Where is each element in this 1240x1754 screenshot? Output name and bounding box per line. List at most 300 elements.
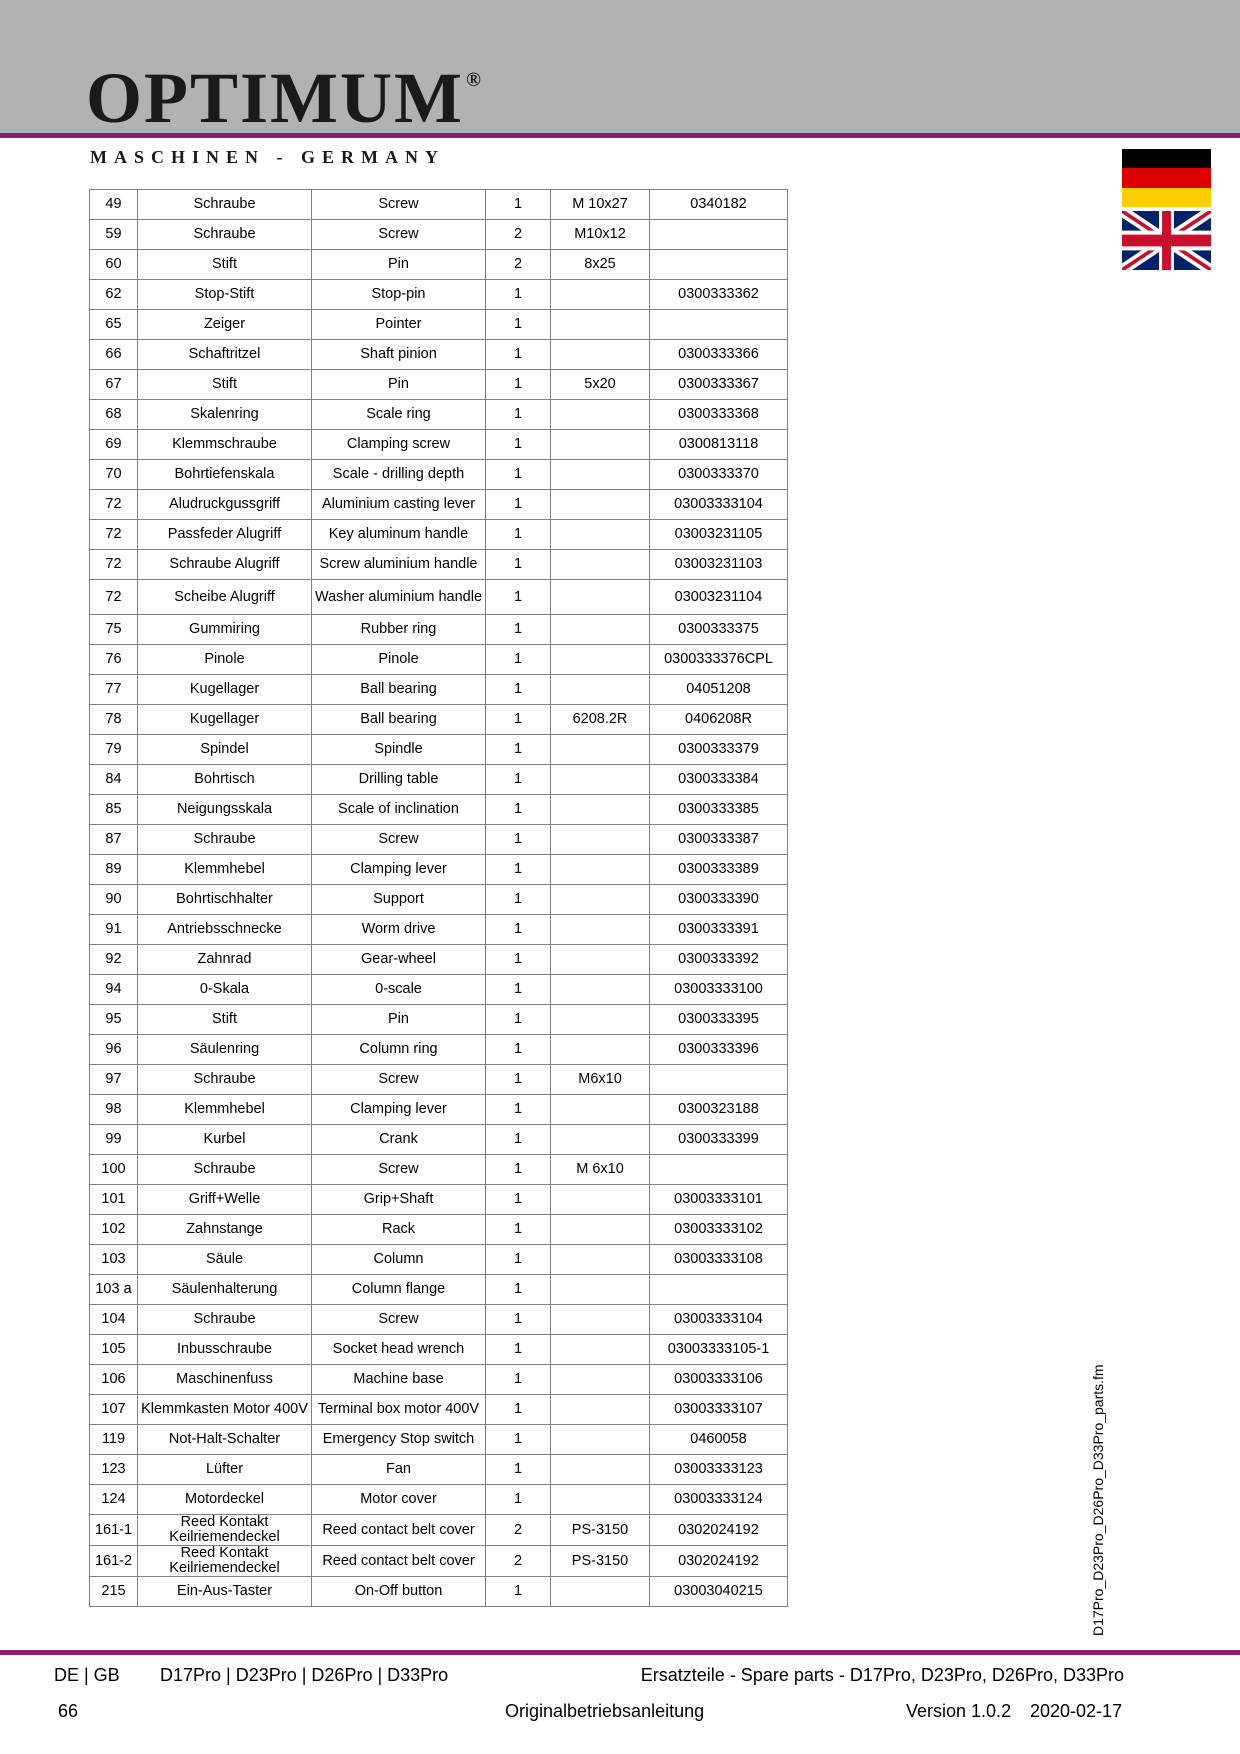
table-row	[90, 885, 788, 915]
source-filename: D17Pro_D23Pro_D26Pro_D33Pro_parts.fm	[1090, 1364, 1106, 1636]
part-quantity: 1	[486, 975, 551, 1005]
part-name-en: Scale of inclination	[312, 795, 486, 825]
part-position: 96	[90, 1035, 138, 1065]
part-position: 69	[90, 430, 138, 460]
part-quantity: 1	[486, 1395, 551, 1425]
table-row	[90, 190, 788, 220]
table-row	[90, 580, 788, 615]
part-quantity: 1	[486, 1125, 551, 1155]
part-quantity: 1	[486, 1155, 551, 1185]
table-row	[90, 490, 788, 520]
part-name-de: Kugellager	[138, 705, 312, 735]
part-name-de: Ein-Aus-Taster	[138, 1577, 312, 1607]
part-name-en: Clamping screw	[312, 430, 486, 460]
table-row	[90, 550, 788, 580]
part-position: 66	[90, 340, 138, 370]
part-quantity: 2	[486, 220, 551, 250]
registered-mark: ®	[465, 69, 483, 91]
part-name-de: Schaftritzel	[138, 340, 312, 370]
table-row	[90, 945, 788, 975]
part-quantity: 2	[486, 1515, 551, 1546]
part-name-en: Scale - drilling depth	[312, 460, 486, 490]
part-position: 87	[90, 825, 138, 855]
part-quantity: 1	[486, 460, 551, 490]
part-size	[551, 855, 650, 885]
part-name-de: Maschinenfuss	[138, 1365, 312, 1395]
part-quantity: 1	[486, 675, 551, 705]
part-name-en: Spindle	[312, 735, 486, 765]
part-name-en: Screw	[312, 825, 486, 855]
part-quantity: 1	[486, 765, 551, 795]
table-row	[90, 915, 788, 945]
part-position: 106	[90, 1365, 138, 1395]
table-row	[90, 1455, 788, 1485]
part-size	[551, 310, 650, 340]
part-item-number: 0300333391	[650, 915, 788, 945]
part-item-number: 0406208R	[650, 705, 788, 735]
part-name-de: Reed Kontakt Keilriemendeckel	[138, 1515, 312, 1546]
part-position: 92	[90, 945, 138, 975]
part-position: 72	[90, 580, 138, 615]
part-name-en: Worm drive	[312, 915, 486, 945]
part-name-en: Support	[312, 885, 486, 915]
part-item-number: 0300333387	[650, 825, 788, 855]
part-size	[551, 550, 650, 580]
part-item-number: 03003333107	[650, 1395, 788, 1425]
part-name-de: Bohrtischhalter	[138, 885, 312, 915]
part-item-number: 04051208	[650, 675, 788, 705]
part-name-de: Schraube	[138, 825, 312, 855]
part-item-number: 0460058	[650, 1425, 788, 1455]
part-size: 6208.2R	[551, 705, 650, 735]
part-quantity: 1	[486, 1215, 551, 1245]
part-size: M 10x27	[551, 190, 650, 220]
part-name-de: Spindel	[138, 735, 312, 765]
table-row	[90, 645, 788, 675]
part-name-de: Griff+Welle	[138, 1185, 312, 1215]
part-item-number: 03003231104	[650, 580, 788, 615]
part-name-en: Screw	[312, 1305, 486, 1335]
part-size	[551, 520, 650, 550]
part-size	[551, 945, 650, 975]
part-name-en: Key aluminum handle	[312, 520, 486, 550]
part-name-de: 0-Skala	[138, 975, 312, 1005]
part-item-number: 0300333376CPL	[650, 645, 788, 675]
part-item-number	[650, 1275, 788, 1305]
part-position: 68	[90, 400, 138, 430]
part-size	[551, 580, 650, 615]
part-name-en: Pin	[312, 370, 486, 400]
part-name-en: Crank	[312, 1125, 486, 1155]
part-name-de: Klemmschraube	[138, 430, 312, 460]
part-position: 103	[90, 1245, 138, 1275]
part-item-number: 0300333367	[650, 370, 788, 400]
part-position: 70	[90, 460, 138, 490]
table-row	[90, 1546, 788, 1577]
part-name-de: Schraube	[138, 220, 312, 250]
part-name-en: Terminal box motor 400V	[312, 1395, 486, 1425]
part-name-de: Zeiger	[138, 310, 312, 340]
part-size	[551, 1335, 650, 1365]
part-size: M10x12	[551, 220, 650, 250]
part-name-de: Scheibe Alugriff	[138, 580, 312, 615]
part-item-number: 0300333390	[650, 885, 788, 915]
part-position: 94	[90, 975, 138, 1005]
part-size	[551, 645, 650, 675]
part-name-en: Rack	[312, 1215, 486, 1245]
part-name-en: Shaft pinion	[312, 340, 486, 370]
part-position: 104	[90, 1305, 138, 1335]
part-position: 107	[90, 1395, 138, 1425]
table-row	[90, 1577, 788, 1607]
table-row	[90, 340, 788, 370]
part-name-de: Zahnrad	[138, 945, 312, 975]
part-position: 100	[90, 1155, 138, 1185]
part-position: 85	[90, 795, 138, 825]
part-item-number: 0300333379	[650, 735, 788, 765]
part-name-de: Passfeder Alugriff	[138, 520, 312, 550]
part-name-de: Klemmhebel	[138, 855, 312, 885]
part-position: 103 a	[90, 1275, 138, 1305]
part-quantity: 1	[486, 400, 551, 430]
part-size: 8x25	[551, 250, 650, 280]
part-size	[551, 1005, 650, 1035]
part-size	[551, 1485, 650, 1515]
table-row	[90, 220, 788, 250]
part-item-number	[650, 250, 788, 280]
germany-flag-icon	[1122, 149, 1211, 207]
part-size	[551, 1275, 650, 1305]
part-position: 98	[90, 1095, 138, 1125]
table-row	[90, 735, 788, 765]
part-name-en: Grip+Shaft	[312, 1185, 486, 1215]
part-quantity: 1	[486, 580, 551, 615]
part-quantity: 1	[486, 1577, 551, 1607]
part-name-de: Säulenhalterung	[138, 1275, 312, 1305]
part-position: 67	[90, 370, 138, 400]
table-row	[90, 460, 788, 490]
part-item-number	[650, 1155, 788, 1185]
table-row	[90, 855, 788, 885]
part-name-de: Säule	[138, 1245, 312, 1275]
part-quantity: 1	[486, 855, 551, 885]
part-position: 101	[90, 1185, 138, 1215]
uk-flag-icon	[1122, 211, 1211, 270]
part-name-de: Schraube	[138, 1155, 312, 1185]
table-row	[90, 1275, 788, 1305]
part-size	[551, 1577, 650, 1607]
part-item-number: 0300333370	[650, 460, 788, 490]
part-position: 75	[90, 615, 138, 645]
part-name-de: Schraube	[138, 1065, 312, 1095]
part-size: 5x20	[551, 370, 650, 400]
part-name-en: Gear-wheel	[312, 945, 486, 975]
part-name-en: Pin	[312, 1005, 486, 1035]
part-item-number: 03003333100	[650, 975, 788, 1005]
table-row	[90, 1305, 788, 1335]
part-item-number: 0300333385	[650, 795, 788, 825]
table-row	[90, 765, 788, 795]
part-position: 90	[90, 885, 138, 915]
part-name-de: Bohrtisch	[138, 765, 312, 795]
table-row	[90, 400, 788, 430]
part-size	[551, 735, 650, 765]
part-quantity: 1	[486, 1485, 551, 1515]
part-item-number	[650, 1065, 788, 1095]
footer-languages: DE | GB	[54, 1665, 120, 1685]
part-quantity: 1	[486, 550, 551, 580]
part-item-number: 0300333389	[650, 855, 788, 885]
part-quantity: 1	[486, 340, 551, 370]
table-row	[90, 795, 788, 825]
brand-tagline: MASCHINEN - GERMANY	[90, 147, 445, 167]
part-name-de: Skalenring	[138, 400, 312, 430]
part-name-en: Scale ring	[312, 400, 486, 430]
part-name-de: Säulenring	[138, 1035, 312, 1065]
part-position: 102	[90, 1215, 138, 1245]
part-name-de: Stift	[138, 250, 312, 280]
part-quantity: 1	[486, 1005, 551, 1035]
part-name-en: Reed contact belt cover	[312, 1546, 486, 1577]
brand-name: OPTIMUM	[86, 58, 464, 138]
part-quantity: 1	[486, 645, 551, 675]
part-position: 79	[90, 735, 138, 765]
footer-section-title: Ersatzteile - Spare parts - D17Pro, D23Pro, D26Pro, D33Pro	[640, 1665, 1124, 1685]
table-row	[90, 1395, 788, 1425]
part-position: 72	[90, 550, 138, 580]
part-item-number: 03003333105-1	[650, 1335, 788, 1365]
part-quantity: 1	[486, 825, 551, 855]
part-size	[551, 825, 650, 855]
part-position: 123	[90, 1455, 138, 1485]
part-size: PS-3150	[551, 1515, 650, 1546]
part-name-en: Emergency Stop switch	[312, 1425, 486, 1455]
table-row	[90, 370, 788, 400]
part-name-de: Schraube	[138, 1305, 312, 1335]
part-name-en: Screw	[312, 190, 486, 220]
part-name-en: Screw	[312, 1065, 486, 1095]
part-item-number: 03003333124	[650, 1485, 788, 1515]
part-item-number: 0300813118	[650, 430, 788, 460]
part-size	[551, 1395, 650, 1425]
part-name-en: Screw aluminium handle	[312, 550, 486, 580]
part-position: 124	[90, 1485, 138, 1515]
part-name-en: Clamping lever	[312, 1095, 486, 1125]
part-name-en: Motor cover	[312, 1485, 486, 1515]
table-row	[90, 1515, 788, 1546]
part-quantity: 1	[486, 615, 551, 645]
part-quantity: 1	[486, 1335, 551, 1365]
part-name-en: Column flange	[312, 1275, 486, 1305]
part-position: 99	[90, 1125, 138, 1155]
part-item-number: 0300323188	[650, 1095, 788, 1125]
part-item-number	[650, 310, 788, 340]
part-position: 72	[90, 490, 138, 520]
part-size	[551, 400, 650, 430]
table-row	[90, 1005, 788, 1035]
table-row	[90, 1245, 788, 1275]
table-row	[90, 1035, 788, 1065]
table-row	[90, 1335, 788, 1365]
part-item-number: 0300333399	[650, 1125, 788, 1155]
part-quantity: 1	[486, 1455, 551, 1485]
part-quantity: 1	[486, 1305, 551, 1335]
part-name-en: Pointer	[312, 310, 486, 340]
part-item-number: 03003040215	[650, 1577, 788, 1607]
part-name-en: Pin	[312, 250, 486, 280]
footer-rule	[0, 1650, 1240, 1655]
part-size	[551, 1125, 650, 1155]
part-name-de: Schraube	[138, 190, 312, 220]
part-item-number: 03003231103	[650, 550, 788, 580]
table-row	[90, 520, 788, 550]
part-item-number: 03003333106	[650, 1365, 788, 1395]
part-quantity: 1	[486, 520, 551, 550]
part-name-en: Machine base	[312, 1365, 486, 1395]
part-name-de: Motordeckel	[138, 1485, 312, 1515]
part-quantity: 1	[486, 945, 551, 975]
part-name-de: Inbusschraube	[138, 1335, 312, 1365]
part-item-number: 0302024192	[650, 1515, 788, 1546]
part-name-de: Neigungsskala	[138, 795, 312, 825]
table-row	[90, 310, 788, 340]
part-name-de: Schraube Alugriff	[138, 550, 312, 580]
part-position: 161-2	[90, 1546, 138, 1577]
table-row	[90, 975, 788, 1005]
part-size: PS-3150	[551, 1546, 650, 1577]
part-position: 97	[90, 1065, 138, 1095]
page-number: 66	[58, 1701, 79, 1721]
part-size	[551, 615, 650, 645]
part-item-number	[650, 220, 788, 250]
part-position: 76	[90, 645, 138, 675]
part-quantity: 1	[486, 1365, 551, 1395]
part-position: 105	[90, 1335, 138, 1365]
part-quantity: 1	[486, 1035, 551, 1065]
table-row	[90, 1425, 788, 1455]
part-size	[551, 1305, 650, 1335]
part-size	[551, 1035, 650, 1065]
part-name-de: Klemmkasten Motor 400V	[138, 1395, 312, 1425]
part-size	[551, 675, 650, 705]
part-item-number: 03003333101	[650, 1185, 788, 1215]
part-size	[551, 340, 650, 370]
part-name-en: Reed contact belt cover	[312, 1515, 486, 1546]
part-quantity: 1	[486, 280, 551, 310]
footer-date: 2020-02-17	[1030, 1701, 1123, 1721]
part-size: M6x10	[551, 1065, 650, 1095]
part-item-number: 0300333368	[650, 400, 788, 430]
part-name-de: Gummiring	[138, 615, 312, 645]
table-row	[90, 250, 788, 280]
part-quantity: 1	[486, 915, 551, 945]
part-position: 49	[90, 190, 138, 220]
table-row	[90, 825, 788, 855]
part-size	[551, 1095, 650, 1125]
part-size	[551, 765, 650, 795]
part-name-de: Aludruckgussgriff	[138, 490, 312, 520]
part-name-de: Klemmhebel	[138, 1095, 312, 1125]
footer-version: Version 1.0.2	[906, 1701, 1012, 1721]
part-quantity: 1	[486, 885, 551, 915]
part-size	[551, 1215, 650, 1245]
part-quantity: 1	[486, 370, 551, 400]
part-quantity: 1	[486, 705, 551, 735]
table-row	[90, 1185, 788, 1215]
part-position: 215	[90, 1577, 138, 1607]
part-item-number: 03003333104	[650, 1305, 788, 1335]
part-quantity: 1	[486, 795, 551, 825]
part-item-number: 0302024192	[650, 1546, 788, 1577]
part-size	[551, 280, 650, 310]
part-name-de: Pinole	[138, 645, 312, 675]
part-position: 65	[90, 310, 138, 340]
table-row	[90, 705, 788, 735]
part-size	[551, 1245, 650, 1275]
part-name-en: 0-scale	[312, 975, 486, 1005]
part-size	[551, 460, 650, 490]
table-row	[90, 1095, 788, 1125]
part-name-de: Not-Halt-Schalter	[138, 1425, 312, 1455]
part-position: 91	[90, 915, 138, 945]
part-name-de: Stop-Stift	[138, 280, 312, 310]
part-size	[551, 975, 650, 1005]
table-row	[90, 1215, 788, 1245]
part-item-number: 0340182	[650, 190, 788, 220]
part-name-de: Stift	[138, 1005, 312, 1035]
part-item-number: 0300333362	[650, 280, 788, 310]
footer-manual-title: Originalbetriebsanleitung	[505, 1701, 705, 1721]
table-row	[90, 1365, 788, 1395]
part-name-de: Antriebsschnecke	[138, 915, 312, 945]
part-item-number: 0300333392	[650, 945, 788, 975]
part-name-en: Screw	[312, 1155, 486, 1185]
table-row	[90, 430, 788, 460]
part-name-en: On-Off button	[312, 1577, 486, 1607]
part-quantity: 1	[486, 735, 551, 765]
table-row	[90, 1065, 788, 1095]
part-name-de: Kurbel	[138, 1125, 312, 1155]
part-name-en: Fan	[312, 1455, 486, 1485]
part-position: 161-1	[90, 1515, 138, 1546]
table-row	[90, 280, 788, 310]
part-name-en: Clamping lever	[312, 855, 486, 885]
table-row	[90, 1485, 788, 1515]
part-quantity: 1	[486, 1245, 551, 1275]
part-quantity: 1	[486, 1095, 551, 1125]
part-size	[551, 795, 650, 825]
part-size: M 6x10	[551, 1155, 650, 1185]
part-name-en: Column	[312, 1245, 486, 1275]
spare-parts-table	[89, 189, 788, 1607]
part-quantity: 2	[486, 1546, 551, 1577]
part-item-number: 0300333375	[650, 615, 788, 645]
part-name-de: Lüfter	[138, 1455, 312, 1485]
part-quantity: 1	[486, 1185, 551, 1215]
part-name-en: Aluminium casting lever	[312, 490, 486, 520]
part-position: 59	[90, 220, 138, 250]
part-item-number: 0300333366	[650, 340, 788, 370]
spare-parts-table-body	[90, 190, 788, 1607]
part-name-en: Column ring	[312, 1035, 486, 1065]
part-item-number: 03003333108	[650, 1245, 788, 1275]
part-name-en: Screw	[312, 220, 486, 250]
brand-logo	[86, 58, 483, 138]
part-quantity: 1	[486, 430, 551, 460]
part-name-en: Stop-pin	[312, 280, 486, 310]
part-item-number: 0300333384	[650, 765, 788, 795]
part-size	[551, 490, 650, 520]
